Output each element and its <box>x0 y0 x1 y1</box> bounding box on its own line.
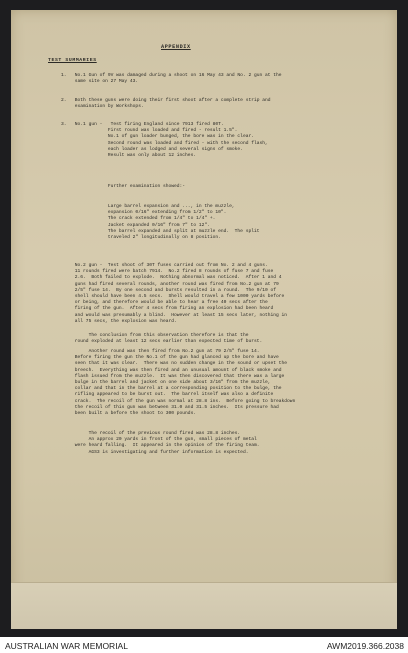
paragraph-3: 3. No.1 gun - Test firing England since 7913 fired 80T. First round was loaded and fired - result 1.5". No.1 of gun loader bunged, the bore was in the clear. Second round was loaded and fired - with the second flash, each loader as lodged and several signs of smoke. Result was only about 12 inches. <box>61 122 268 159</box>
paragraph-examination-detail: Large barrel expansion and ..., in the muzzle, expansion 0/16" extending from 1/2" to 10". The crack extended from 1/4" to 1/4" +. Jacket expanded 0/16" from 7" to 12". The barrel expanded and split at muzzle end. The split traveled 2" longitudinally on 8 position. <box>107 204 260 241</box>
paragraph-recoil: The recoil of the previous round fired was 28.8 inches. An approx 20 yards in front of the gun, small pieces of metal were heard falling. It appeared in the opinion of the firing team. AGS3 is investigating and further information is expected. <box>74 431 260 455</box>
paragraph-conclusion: The conclusion from this observation therefore is that the round exploded at least 12 secs earlier than expected time of burst. <box>74 333 263 345</box>
document-page <box>11 10 397 628</box>
paragraph-2: 2. Both these guns were doing their first shoot after a complete strip and examination by Workshops. <box>61 98 271 110</box>
document-subheader: TEST SUMMARIES <box>48 58 97 63</box>
paragraph-no2-gun: No.2 gun - Test shoot of 30T fuses carried out from No. 2 and 4 guns. 11 rounds fired were batch 7914. No.2 fired 8 rounds of fuse 7 and fuse 2.6. Both failed to explode. Nothing abnormal was noticed. After 1 and 4 guns had fired several rounds, another round was fired from No.2 gun at 79 2/5" fuse 14. By one second and bursts resulted in a round. The 9/10 of shell should have been 4.5 secs. Shell would travel a few 1000 yards before or being, and therefore would be able to hear a free 40 secs after the firing of the gun. After 4 secs from firing an explosion had been heard and would was presumably a blind. However at least 15 secs later, nothing in all 75 secs, the explosion was heard. <box>74 263 288 324</box>
document-header: APPENDIX <box>161 44 191 50</box>
page-fold <box>11 582 397 629</box>
paragraph-another-round: Another round was then fired from No.2 gun at 79 2/5" fuse 14. Before firing the gun the No.1 of the gun had glanced up the bore and have seen that it was clear. There was no sudden change in the sound or upset the breech. Everything was then fired and an unusual amount of black smoke and flash issued from the muzzle. It was then discovered that there was a large bulge in the barrel and jacket on one side about 3/16" from the muzzle, collar and that in the barrel at a corresponding position to the bulge, the rifling appeared to be burst out. The barrel itself was also a definite crack. The recoil of the gun was normal at 28.8 ins. Before going to breakdown the recoil of this gun was between 31.0 and 31.5 inches. Its pressure had been built a before the shoot to 300 pounds. <box>74 349 296 417</box>
paragraph-1: 1. No.1 Gun of 9V was damaged during a shoot on 16 May 43 and No. 2 gun at the same site on 27 May 43. <box>61 73 282 85</box>
footer-right-label: AWM2019.366.2038 <box>326 641 404 651</box>
paragraph-further-examination: Further examination showed:- <box>61 184 186 189</box>
footer-left-label: AUSTRALIAN WAR MEMORIAL <box>5 641 128 651</box>
